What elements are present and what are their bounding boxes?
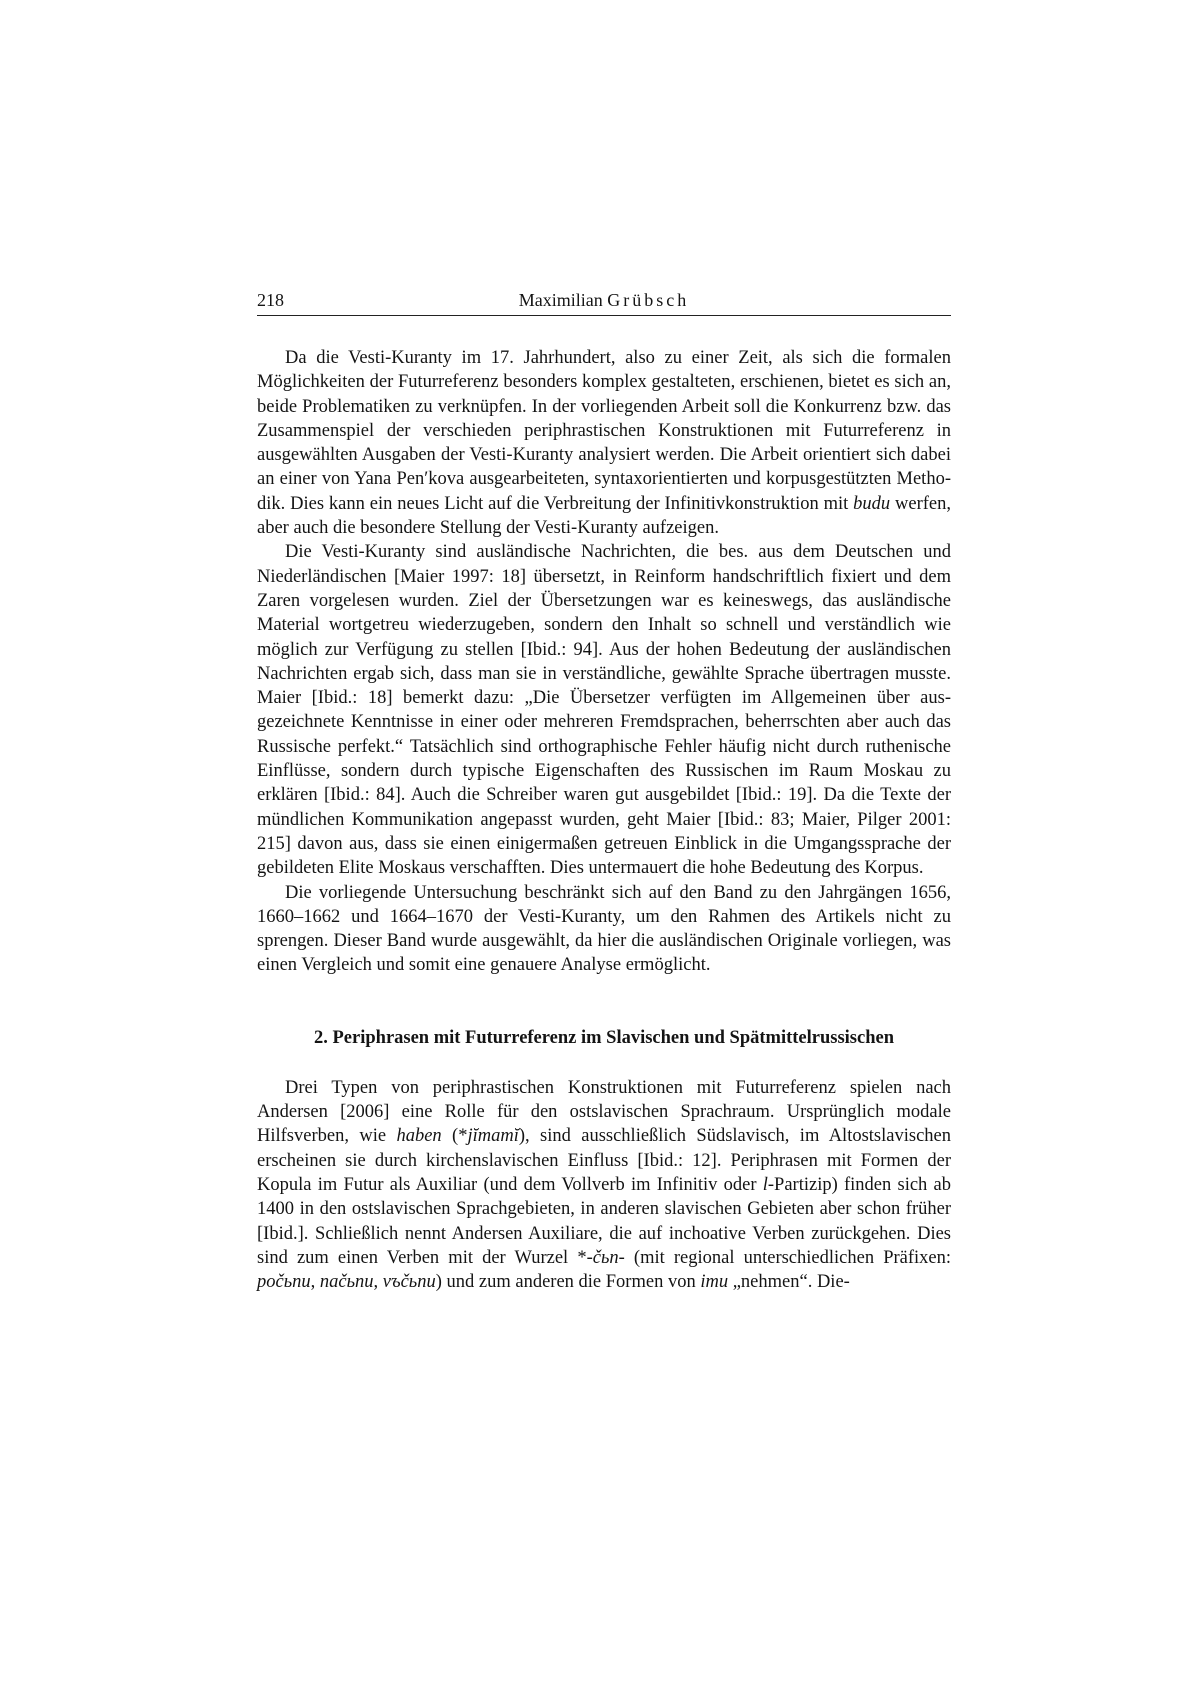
- paragraph-3: Die vorliegende Untersuchung beschränkt sich auf den Band zu den Jahrgängen 1656, 1660–1662 und 1664–1670 der Vesti-Kuranty, um den Rahmen des Artikels nicht zu sprengen. Dieser Band wurde ausgewählt, da hier die ausländischen Originale vorliegen, was einen Vergleich und somit eine genauere Analyse ermöglicht.: [257, 882, 951, 976]
- section-heading: 2. Periphrasen mit Futurreferenz im Slavischen und Spätmittelrussischen: [314, 1027, 894, 1048]
- running-head: [257, 285, 951, 316]
- author-last-name: Grübsch: [607, 290, 690, 310]
- paragraph-1: Da die Vesti-Kuranty im 17. Jahrhundert, also zu einer Zeit, als sich die formalen Möglichkeiten der Futurreferenz besonders komplex gestalteten, erschienen, bietet es sich an, beide Problematiken zu verknüpfen. In der vorliegenden Arbeit soll die Konkurrenz bzw. das Zusammenspiel der verschieden periphrastischen Konstruktionen mit Futurreferenz in ausgewählten Ausgaben der Vesti-Kuranty analysiert werden. Die Arbeit orientiert sich dabei an einer von Yana Pen′kova ausgearbeiteten, syntaxorientierten und korpusgestützten Methodik. Dies kann ein neues Licht auf die Verbreitung der Infinitivkonstruktion mit budu werfen, aber auch die besondere Stellung der Vesti-Kuranty aufzeigen.: [257, 348, 951, 539]
- term-budu: budu: [853, 493, 891, 514]
- author-name: [257, 285, 951, 315]
- paragraph-2: Die Vesti-Kuranty sind ausländische Nachrichten, die bes. aus dem Deutschen und Niederländischen [Maier 1997: 18] übersetzt, in Reinform handschriftlich fixiert und dem Zaren vorgelesen wurden. Ziel der Übersetzungen war es keineswegs, das ausländische Material wortgetreu wiederzugeben, sondern den Inhalt so schnell und verständlich wie möglich zur Verfügung zu stellen [Ibid.: 94]. Aus der hohen Bedeutung der ausländischen Nachrichten ergab sich, dass man sie in verständliche, gewählte Sprache übertragen musste. Maier [Ibid.: 18] bemerkt dazu: „Die Übersetzer verfügten im Allgemeinen über ausgezeichnete Kenntnisse in einer oder mehreren Fremdsprachen, beherrschten aber auch das Russische perfekt.“ Tatsächlich sind orthographische Fehler häufig nicht durch ruthenische Einflüsse, sondern durch typische Eigenschaften des Russischen im Raum Moskau zu erklären [Ibid.: 84]. Auch die Schreiber waren gut ausgebildet [Ibid.: 19]. Da die Texte der mündlichen Kommunikation angepasst wurden, geht Maier [Ibid.: 83; Maier, Pilger 2001: 215] davon aus, dass sie einen einigermaßen getreuen Einblick in die Umgangssprache der gebildeten Elite Moskaus verschafften. Dies untermauert die hohe Bedeutung des Korpus.: [257, 542, 951, 879]
- page: [257, 285, 951, 1294]
- paragraph-4: Drei Typen von periphrastischen Konstruktionen mit Futurreferenz spielen nach Andersen [2006] eine Rolle für den ostslavischen Sprachraum. Ursprünglich modale Hilfsverben, wie haben (*jĭmamĭ), sind ausschließlich Südslavisch, im Altostslavischen erscheinen sie durch kirchenslavischen Einfluss [Ibid.: 12]. Periphrasen mit Formen der Kopula im Futur als Auxiliar (und dem Vollverb im Infinitiv oder l-Partizip) finden sich ab 1400 in den ostslavischen Sprachgebieten, in anderen slavischen Gebieten aber schon früher [Ibid.]. Schließlich nennt Andersen Auxiliare, die auf inchoative Verben zurückgehen. Dies sind zum einen Verben mit der Wurzel *-čьn- (mit regional unterschiedlichen Präfixen: počьnu, načьnu, vъčьnu) und zum anderen die Formen von imu „nehmen“. Die-: [257, 1077, 952, 1293]
- author-first-name: Maximilian: [518, 290, 603, 310]
- page-number: 218: [257, 290, 284, 310]
